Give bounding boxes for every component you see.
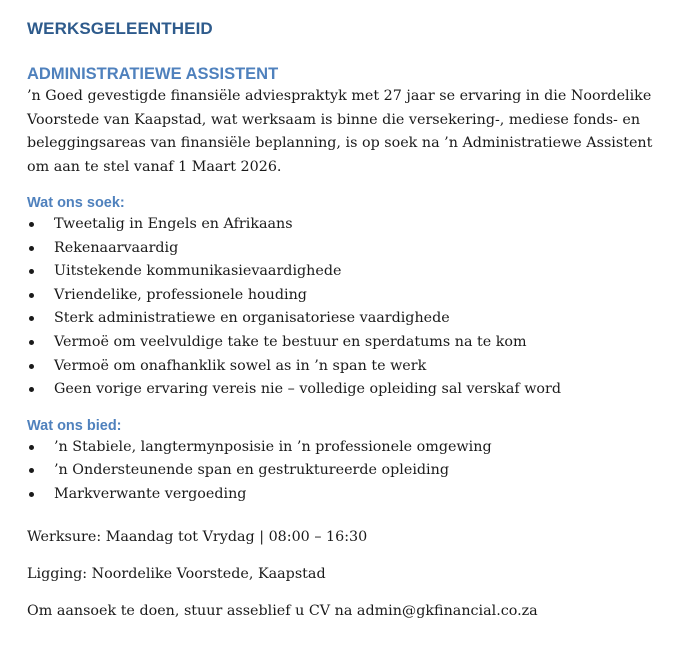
job-advert [27, 18, 672, 622]
list-item-text: Vermoë om veelvuldige take te bestuur en sperdatums na te kom [54, 333, 527, 350]
list-item [27, 260, 672, 284]
offer-list [27, 436, 672, 507]
seek-section-title: Wat ons soek: [27, 195, 125, 211]
intro-paragraph: ’n Goed gevestigde finansiële adviespraktyk met 27 jaar se ervaring in die Noordelike Voorstede van Kaapstad, wat werksaam is binne die versekering-, mediese fonds- en beleggingsareas van finansiële beplanning, is op soek na ’n Administratiewe Assistent om aan te stel vanaf 1 Maart 2026. [27, 88, 653, 175]
bullet-icon [29, 492, 34, 497]
list-item-text: Tweetalig in Engels en Afrikaans [54, 216, 293, 232]
list-item-text: Vermoë om onafhanklik sowel as in ’n span te werk [54, 357, 427, 374]
list-item-text: ’n Ondersteunende span en gestruktureerde opleiding [54, 462, 449, 479]
page-title: WERKSGELEENTHEID [27, 19, 213, 38]
list-item [27, 237, 672, 261]
bullet-icon [29, 340, 34, 345]
list-item [27, 284, 672, 308]
list-item-text: Rekenaarvaardig [54, 239, 179, 256]
bullet-icon [29, 387, 34, 392]
list-item-text: Geen vorige ervaring vereis nie – volledige opleiding sal verskaf word [54, 381, 562, 398]
list-item [27, 355, 672, 379]
list-item-text: ’n Stabiele, langtermynposisie in ’n professionele omgewing [54, 438, 492, 455]
list-item [27, 331, 672, 355]
bullet-icon [29, 316, 34, 321]
apply-instructions: Om aansoek te doen, stuur asseblief u CV na admin@gkfinancial.co.za [27, 602, 538, 619]
bullet-icon [29, 246, 34, 251]
location: Ligging: Noordelike Voorstede, Kaapstad [27, 565, 326, 582]
offer-section-title: Wat ons bied: [27, 417, 122, 434]
list-item [27, 307, 672, 331]
list-item-text: Sterk administratiewe en organisatoriese vaardighede [54, 310, 450, 327]
bullet-icon [29, 222, 34, 227]
bullet-icon [29, 364, 34, 369]
list-item-text: Markverwante vergoeding [54, 485, 247, 502]
list-item-text: Vriendelike, professionele houding [54, 286, 307, 303]
list-item [27, 436, 672, 460]
position-title: ADMINISTRATIEWE ASSISTENT [27, 65, 279, 83]
list-item [27, 459, 672, 483]
list-item [27, 378, 672, 402]
bullet-icon [29, 269, 34, 274]
list-item [27, 213, 672, 237]
bullet-icon [29, 293, 34, 298]
list-item [27, 483, 672, 507]
seek-list [27, 213, 672, 402]
bullet-icon [29, 445, 34, 450]
working-hours: Werksure: Maandag tot Vrydag | 08:00 – 16:30 [27, 528, 368, 545]
bullet-icon [29, 468, 34, 473]
list-item-text: Uitstekende kommunikasievaardighede [54, 263, 342, 280]
